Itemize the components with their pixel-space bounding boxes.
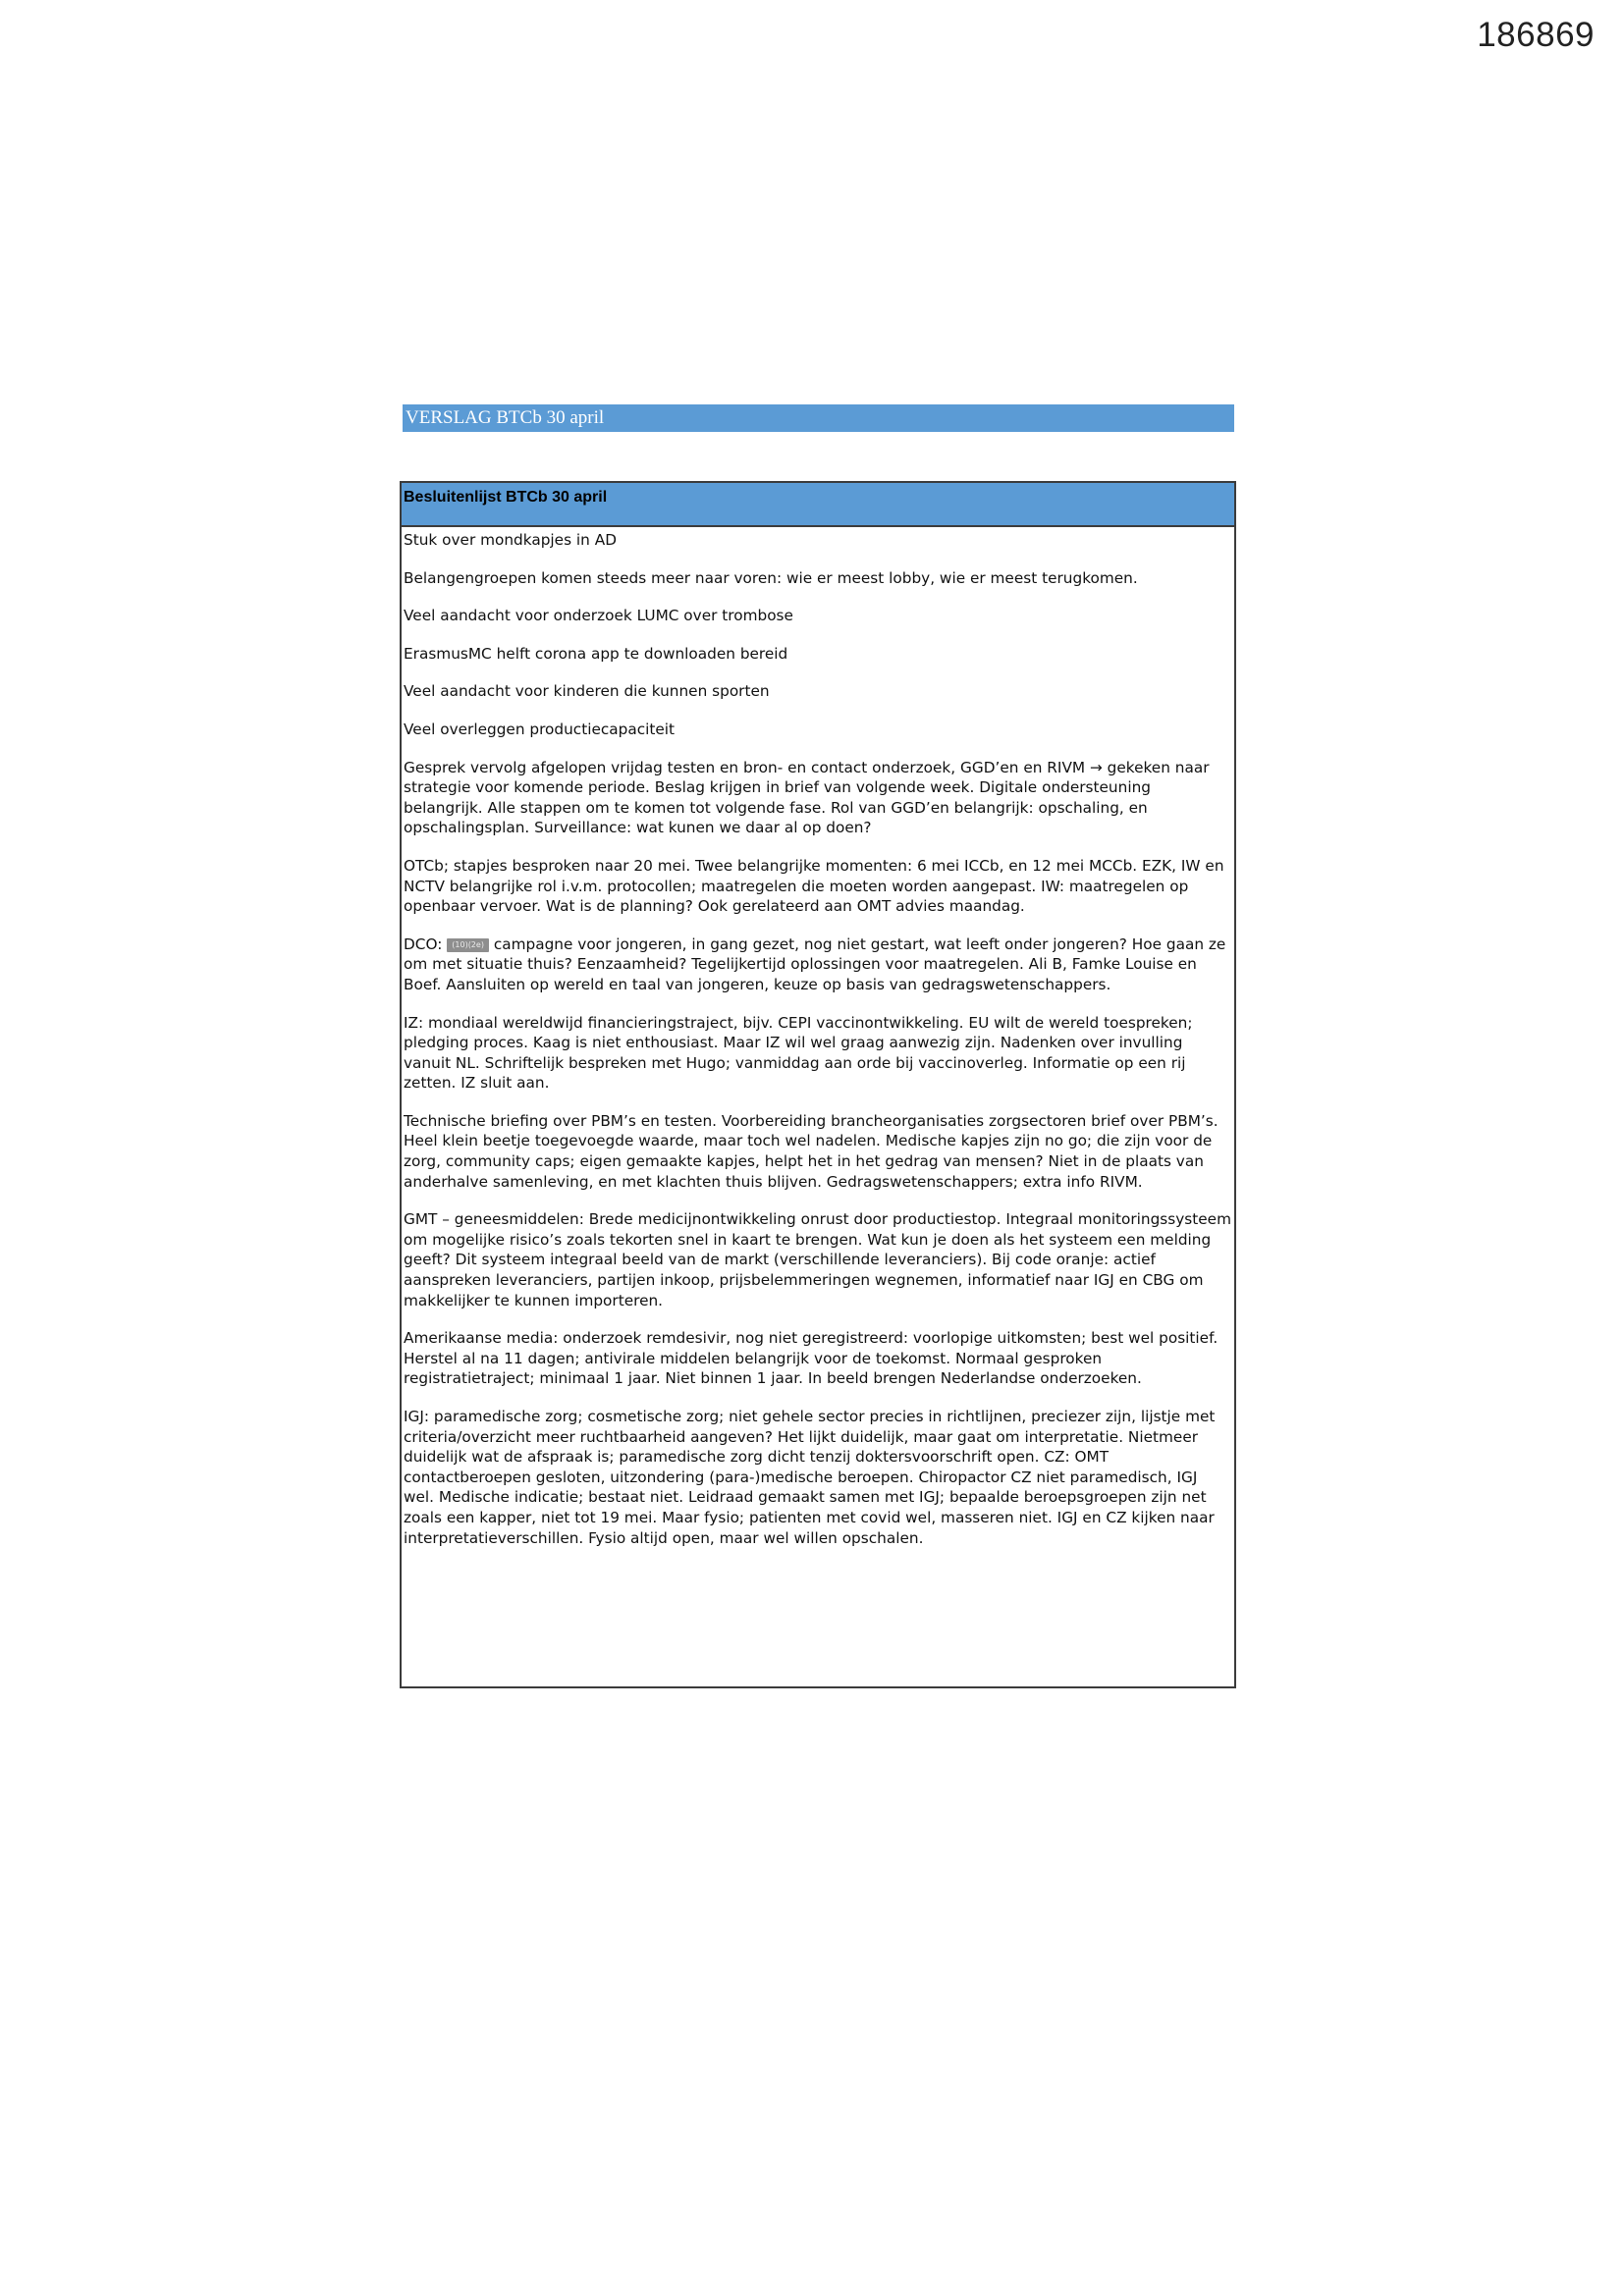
list-item: Veel aandacht voor onderzoek LUMC over trombose — [404, 607, 793, 625]
list-item: Amerikaanse media: onderzoek remdesivir, nog niet geregistreerd: voorlopige uitkomsten; best wel positief. Herstel al na 11 dagen; antivirale middelen belangrijk voor de toekomst. Normaal gesproken registratietraject; minimaal 1 jaar. Niet binnen 1 jaar. In beeld brengen Nederlandse onderzoeken. — [404, 1329, 1218, 1388]
list-item: Technische briefing over PBM’s en testen. Voorbereiding brancheorganisaties zorgsectoren brief over PBM’s. Heel klein beetje toegevoegde waarde, maar toch wel nadelen. Medische kapjes zijn no go; die zijn voor de zorg, community caps; eigen gemaakte kapjes, helpt het in het gedrag van mensen? Niet in de plaats van anderhalve samenleving, en met klachten thuis blijven. Gedragswetenschappers; extra info RIVM. — [404, 1111, 1218, 1191]
decision-list-box — [400, 481, 1236, 1688]
list-item: Stuk over mondkapjes in AD — [404, 531, 617, 549]
list-item: GMT – geneesmiddelen: Brede medicijnontwikkeling onrust door productiestop. Integraal monitoringssysteem om mogelijke risico’s zoals tekorten snel in kaart te brengen. Wat kun je doen als het systeem een melding geeft? Dit systeem integraal beeld van de markt (verschillende leveranciers). Bij code oranje: actief aanspreken leveranciers, partijen inkoop, prijsbelemmeringen wegnemen, informatief naar IGJ en CBG om makkelijker te kunnen importeren. — [404, 1210, 1231, 1309]
item-text: campagne voor jongeren, in gang gezet, nog niet gestart, wat leeft onder jongeren? Hoe gaan ze om met situatie thuis? Eenzaamheid? Tegelijkertijd oplossingen voor maatregelen. Ali B, Famke Louise en Boef. Aansluiten op wereld en taal van jongeren, keuze op basis van gedragswetenschappers. — [404, 934, 1226, 993]
list-item: IZ: mondiaal wereldwijd financieringstraject, bijv. CEPI vaccinontwikkeling. EU wilt de wereld toespreken; pledging proces. Kaag is niet enthousiast. Maar IZ wil wel graag aanwezig zijn. Nadenken over invulling vanuit NL. Schriftelijk bespreken met Hugo; vanmiddag aan orde bij vaccinoverleg. Informatie op een rij zetten. IZ sluit aan. — [404, 1013, 1193, 1093]
redaction-stamp: (10)(2e) — [447, 938, 489, 952]
list-item: Belangengroepen komen steeds meer naar voren: wie er meest lobby, wie er meest terugkomen. — [404, 568, 1138, 587]
decision-list-body — [402, 530, 1234, 1548]
list-item: ErasmusMC helft corona app te downloaden bereid — [404, 644, 788, 663]
list-item: Gesprek vervolg afgelopen vrijdag testen en bron- en contact onderzoek, GGD’en en RIVM → gekeken naar strategie voor komende periode. Beslag krijgen in brief van volgende week. Digitale ondersteuning belangrijk. Alle stappen om te komen tot volgende fase. Rol van GGD’en belangrijk: opschaling, en opschalingsplan. Surveillance: wat kunen we daar al op doen? — [404, 758, 1210, 837]
list-item-dco — [404, 934, 1232, 995]
document-number: 186869 — [1477, 16, 1595, 54]
decision-list-header: Besluitenlijst BTCb 30 april — [402, 483, 1234, 527]
list-item: IGJ: paramedische zorg; cosmetische zorg; niet gehele sector precies in richtlijnen, preciezer zijn, lijstje met criteria/overzicht meer ruchtbaarheid aangeven? Het lijkt duidelijk, maar gaat om interpretatie. Nietmeer duidelijk wat de afspraak is; paramedische zorg dicht tenzij doktersvoorschrift open. CZ: OMT contactberoepen gesloten, uitzondering (para-)medische beroepen. Chiropactor CZ niet paramedisch, IGJ wel. Medische indicatie; bestaat niet. Leidraad gemaakt samen met IGJ; bepaalde beroepsgroepen zijn net zoals een kapper, niet tot 19 mei. Maar fysio; patienten met covid wel, masseren niet. IGJ en CZ kijken naar interpretatieverschillen. Fysio altijd open, maar wel willen opschalen. — [404, 1408, 1216, 1547]
list-item: OTCb; stapjes besproken naar 20 mei. Twee belangrijke momenten: 6 mei ICCb, en 12 mei MCCb. EZK, IW en NCTV belangrijke rol i.v.m. protocollen; maatregelen die moeten worden aangepast. IW: maatregelen op openbaar vervoer. Wat is de planning? Ook gerelateerd aan OMT advies maandag. — [404, 856, 1224, 916]
report-title: VERSLAG BTCb 30 april — [403, 404, 1234, 432]
list-item: Veel aandacht voor kinderen die kunnen sporten — [404, 682, 770, 701]
item-prefix: DCO: — [404, 934, 443, 953]
list-item: Veel overleggen productiecapaciteit — [404, 720, 676, 738]
